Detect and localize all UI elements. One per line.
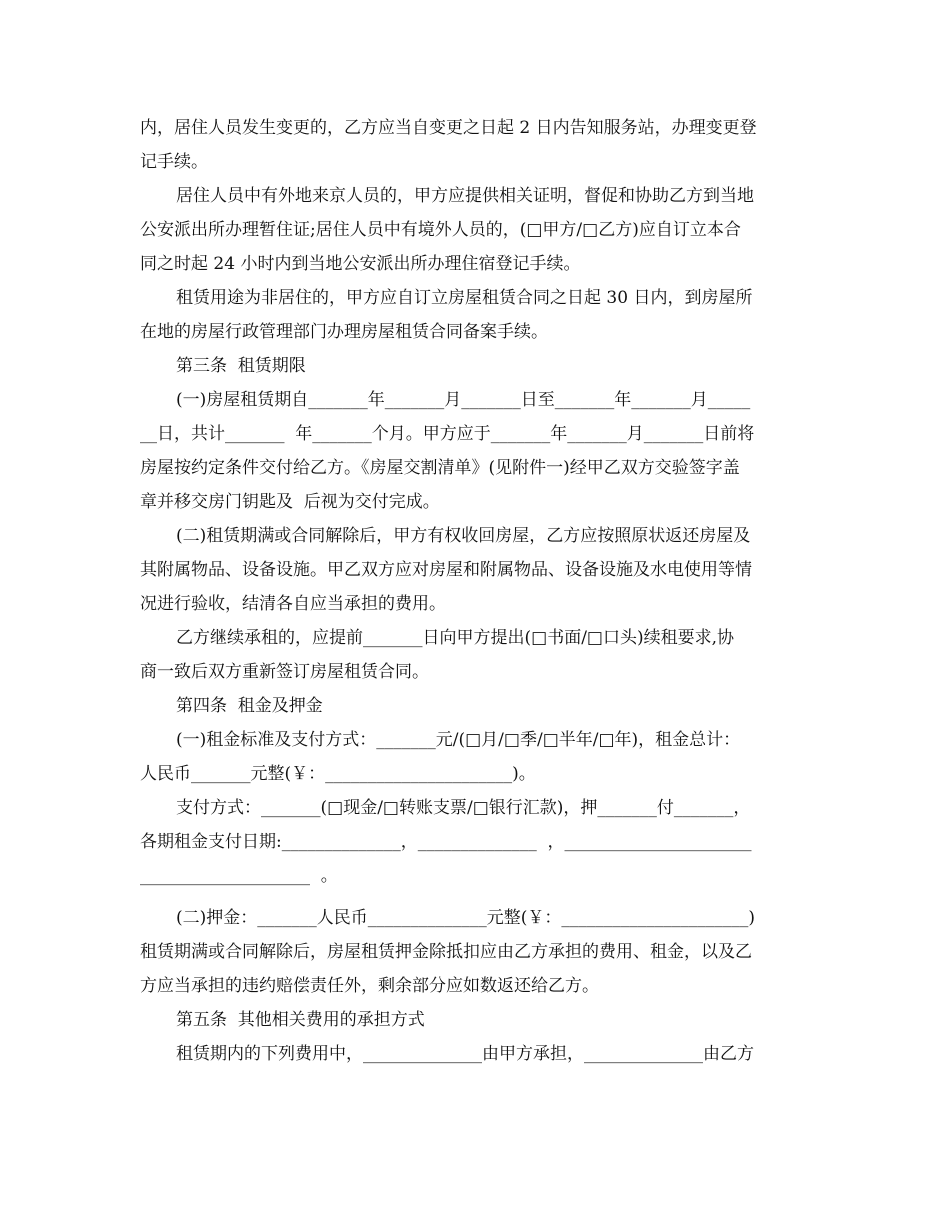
text-line: 公安派出所办理暂住证;居住人员中有境外人员的，(□甲方/□乙方)应自订立本合	[140, 220, 741, 240]
section-heading: 第五条 其他相关费用的承担方式	[176, 1010, 425, 1030]
text-line: (一)租金标准及支付方式：_______元/(□月/□季/□半年/□年)，租金总计：	[176, 730, 741, 750]
text-line: 其附属物品、设备设施。甲乙双方应对房屋和附属物品、设备设施及水电使用等情	[140, 560, 752, 580]
text-line: 商一致后双方重新签订房屋租赁合同。	[140, 662, 429, 682]
text-line: 章并移交房门钥匙及 后视为交付完成。	[140, 492, 440, 512]
text-line: 租赁期满或合同解除后，房屋租赁押金除抵扣应由乙方承担的费用、租金，以及乙	[140, 942, 752, 962]
text-line: 同之时起 24 小时内到当地公安派出所办理住宿登记手续。	[140, 254, 581, 274]
text-line: 乙方继续承租的，应提前_______日向甲方提出(□书面/□口头)续租要求,协	[176, 628, 735, 648]
section-heading: 第三条 租赁期限	[176, 356, 306, 376]
text-line: 在地的房屋行政管理部门办理房屋租赁合同备案手续。	[140, 322, 548, 342]
text-line: 房屋按约定条件交付给乙方。《房屋交割清单》(见附件一)经甲乙双方交验签字盖	[140, 458, 740, 478]
text-line: 况进行验收，结清各自应当承担的费用。	[140, 594, 446, 614]
text-line: (二)租赁期满或合同解除后，甲方有权收回房屋，乙方应按照原状返还房屋及	[176, 526, 751, 546]
text-line: (二)押金：_______人民币______________元整(￥：______________________)	[176, 908, 756, 928]
text-line: 租赁用途为非居住的，甲方应自订立房屋租赁合同之日起 30 日内，到房屋所	[176, 288, 753, 308]
text-line: 人民币_______元整(￥：______________________)。	[140, 764, 536, 784]
text-line: 各期租金支付日期:______________，______________ ，______________________	[140, 832, 752, 852]
section-heading: 第四条 租金及押金	[176, 696, 323, 716]
text-line: 内，居住人员发生变更的，乙方应当自变更之日起 2 日内告知服务站，办理变更登	[140, 118, 757, 138]
text-line: (一)房屋租赁期自_______年_______月_______日至_______年_______月_____	[176, 390, 751, 410]
text-line: 方应当承担的违约赔偿责任外，剩余部分应如数返还给乙方。	[140, 976, 599, 996]
text-line: 支付方式：_______(□现金/□转账支票/□银行汇款)，押_______付_______，	[176, 798, 751, 818]
text-line: 租赁期内的下列费用中，______________由甲方承担，______________由乙方	[176, 1044, 754, 1064]
text-line: __日，共计_______ 年_______个月。甲方应于_______年_______月_______日前将	[140, 424, 755, 444]
text-line: 居住人员中有外地来京人员的，甲方应提供相关证明，督促和协助乙方到当地	[176, 186, 754, 206]
text-line: ____________________ 。	[140, 866, 338, 886]
text-line: 记手续。	[140, 152, 208, 172]
